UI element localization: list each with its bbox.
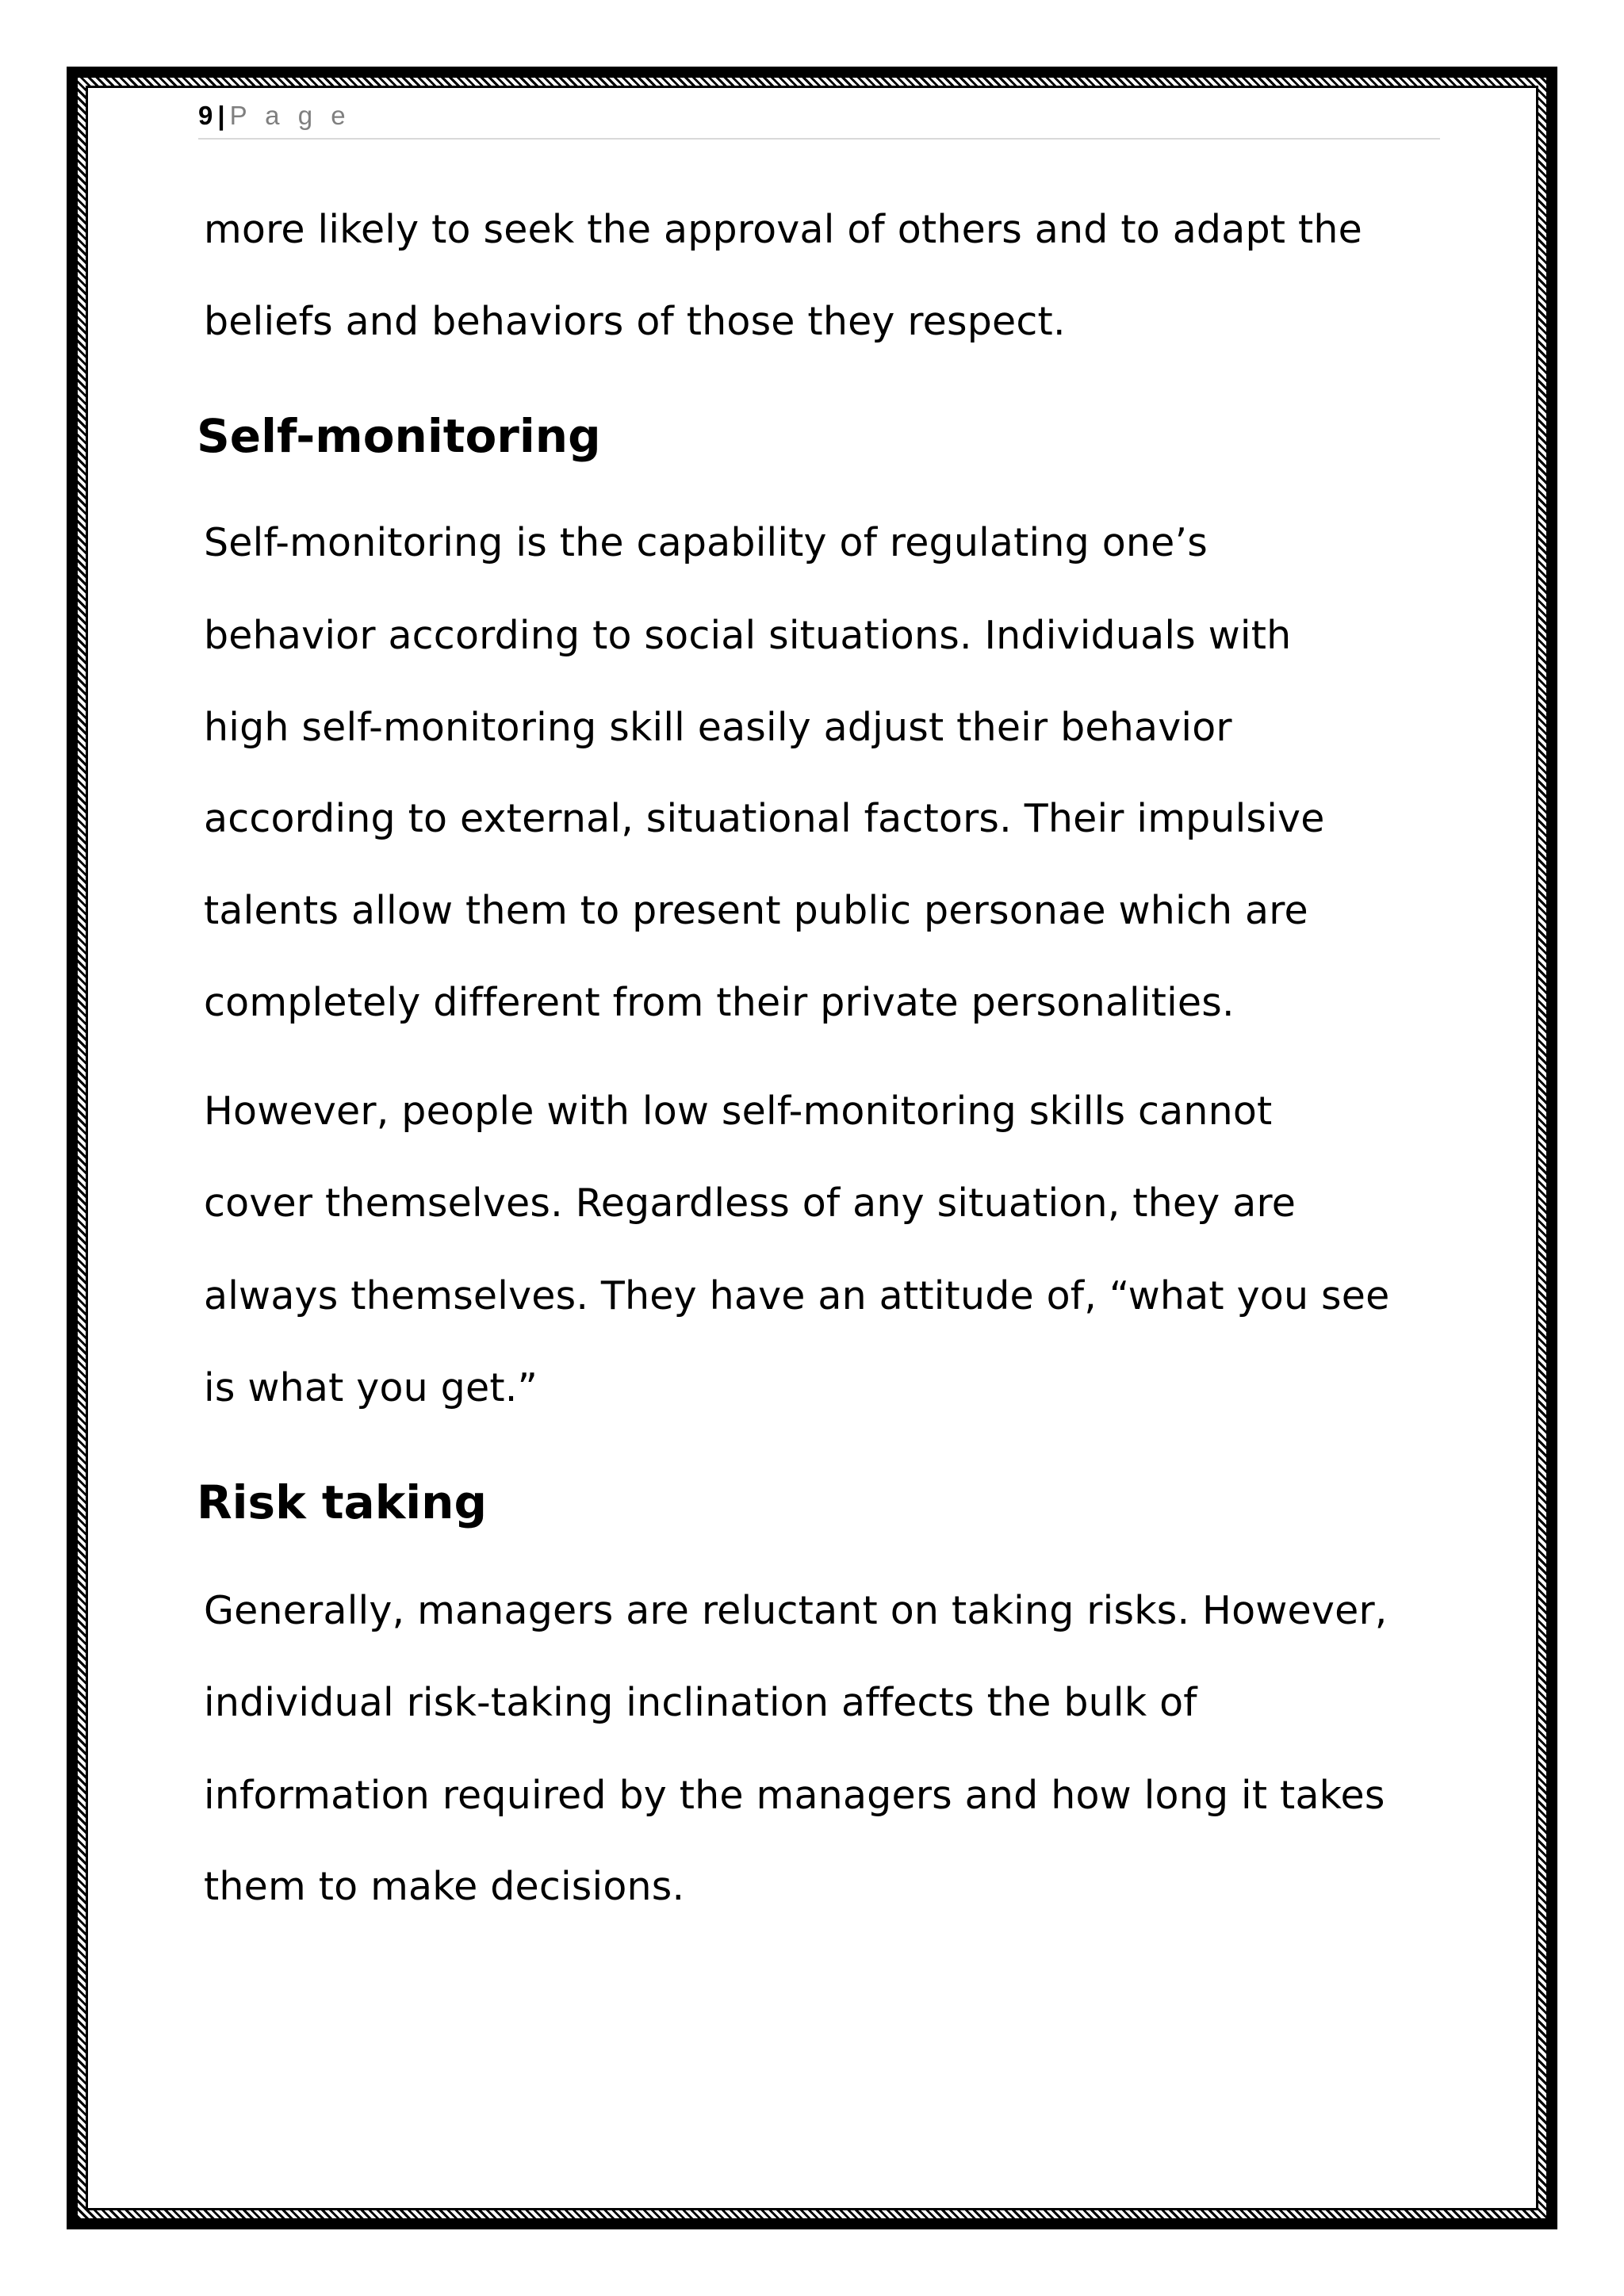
paragraph-line: However, people with low self-monitoring skills cannot (204, 1089, 1273, 1134)
page-label: P a g e (229, 101, 351, 130)
paragraph-line: is what you get.” (204, 1365, 538, 1410)
section-heading-self-monitoring: Self-monitoring (197, 409, 601, 463)
paragraph-line: according to external, situational factors. Their impulsive (204, 796, 1325, 841)
section-heading-risk-taking: Risk taking (197, 1475, 487, 1529)
paragraph-line: high self-monitoring skill easily adjust their behavior (204, 705, 1232, 750)
paragraph-line: them to make decisions. (204, 1864, 685, 1909)
paragraph-line: talents allow them to present public personae which are (204, 888, 1308, 933)
paragraph-line: behavior according to social situations. Individuals with (204, 613, 1292, 658)
paragraph-line: always themselves. They have an attitude of, “what you see (204, 1273, 1390, 1318)
paragraph-line: Generally, managers are reluctant on taking risks. However, (204, 1588, 1388, 1633)
page-number: 9 (198, 101, 213, 130)
paragraph-line: beliefs and behaviors of those they respect. (204, 299, 1066, 344)
page-separator: | (217, 101, 225, 130)
paragraph-line: information required by the managers and how long it takes (204, 1773, 1385, 1818)
paragraph-line: more likely to seek the approval of others and to adapt the (204, 207, 1362, 252)
paragraph-line: completely different from their private personalities. (204, 980, 1235, 1025)
paragraph-line: Self-monitoring is the capability of regulating one’s (204, 520, 1208, 565)
paragraph-line: cover themselves. Regardless of any situation, they are (204, 1181, 1297, 1226)
page-header (198, 98, 1440, 140)
paragraph-line: individual risk-taking inclination affects the bulk of (204, 1680, 1197, 1725)
